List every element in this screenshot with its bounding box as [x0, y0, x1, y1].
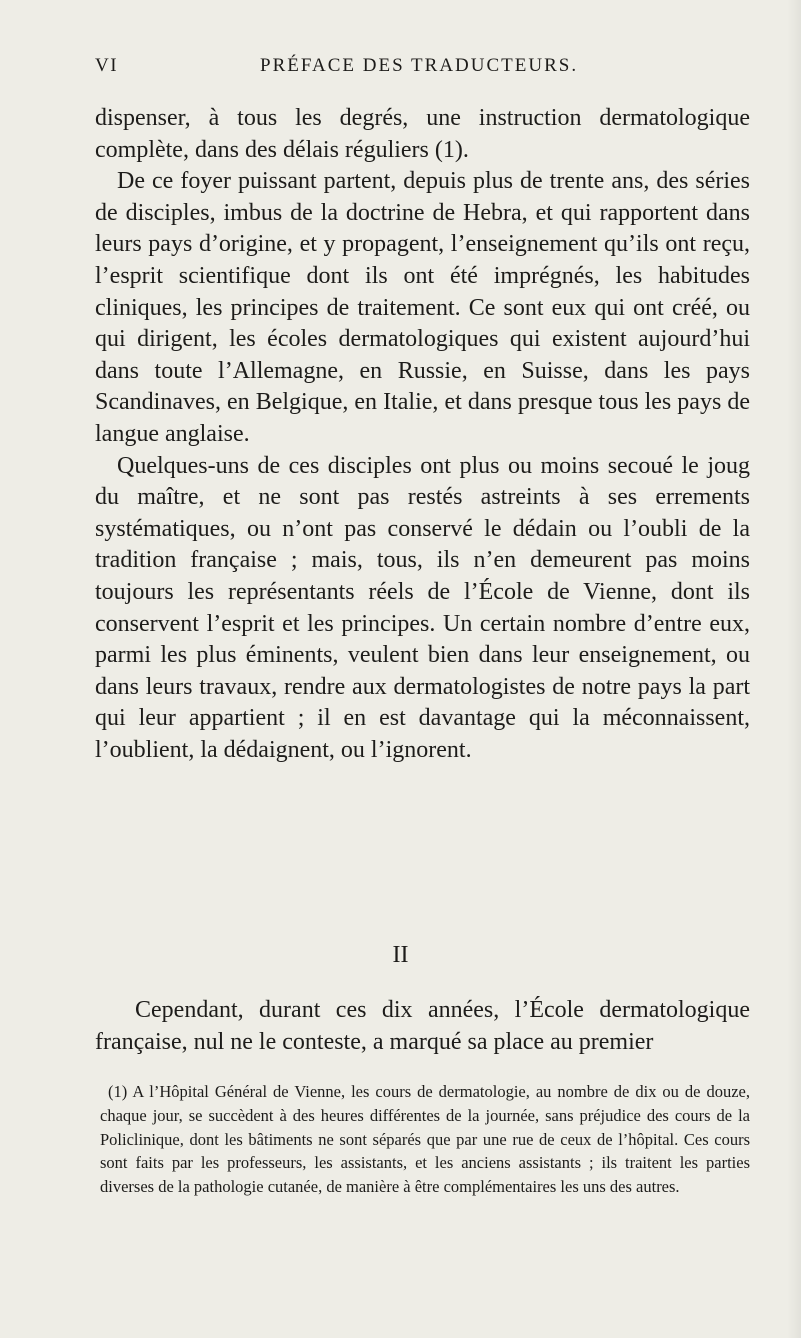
paragraph: Quelques-uns de ces disciples ont plus ou moins secoué le joug du maître, et ne sont pas restés astreints à ses errements systématiques, ou n’ont pas conservé le dédain ou l’oubli de la tradition française ; mais, tous, ils n’en demeurent pas moins toujours les représentants réels de l’École de Vienne, dont ils conservent l’esprit et les principes. Un certain nombre d’entre eux, parmi les plus éminents, veulent bien dans leur enseignement, ou dans leurs travaux, rendre aux dermatologistes de notre pays la part qui leur appartient ; il en est davantage qui la méconnaissent, l’oublient, la dédaignent, ou l’ignorent. — [95, 452, 750, 763]
paragraph-continued: dispenser, à tous les degrés, une instruction dermatologique complète, dans des délais réguliers (1). — [95, 105, 750, 163]
paragraph: De ce foyer puissant partent, depuis plus de trente ans, des séries de disciples, imbus de la doctrine de Hebra, et qui rapportent dans leurs pays d’origine, et y propagent, l’enseignement qu’ils ont reçu, l’esprit scientifique dont ils ont été imprégnés, les habitudes cliniques, les principes de traitement. Ce sont eux qui ont créé, ou qui dirigent, les écoles dermatologiques qui existent aujourd’hui dans toute l’Allemagne, en Russie, en Suisse, dans les pays Scandinaves, en Belgique, en Italie, et dans presque tous les pays de langue anglaise. — [95, 168, 750, 447]
paragraph: Cependant, durant ces dix années, l’École dermatologique française, nul ne le conteste, a marqué sa place au premier — [95, 997, 750, 1055]
page-header — [95, 55, 745, 83]
running-head: PRÉFACE DES TRADUCTEURS. — [260, 55, 579, 76]
footnote — [100, 1080, 750, 1199]
page-number: VI — [95, 55, 119, 76]
page-edge-shadow — [787, 0, 801, 1338]
section-text — [95, 995, 750, 1058]
section-number: II — [392, 942, 409, 968]
main-text — [95, 103, 750, 766]
footnote-text: (1) A l’Hôpital Général de Vienne, les cours de dermatologie, au nombre de dix ou de douze, chaque jour, se succèdent à des heures différentes de la journée, sans préjudice des cours de la Policlinique, dont les bâtiments ne sont séparés que par une rue de ceux de l’hôpital. Ces cours sont faits par les professeurs, les assistants, et les anciens assistants ; ils traitent les parties diverses de la pathologie cutanée, de manière à être complémentaires les uns des autres. — [100, 1082, 750, 1197]
